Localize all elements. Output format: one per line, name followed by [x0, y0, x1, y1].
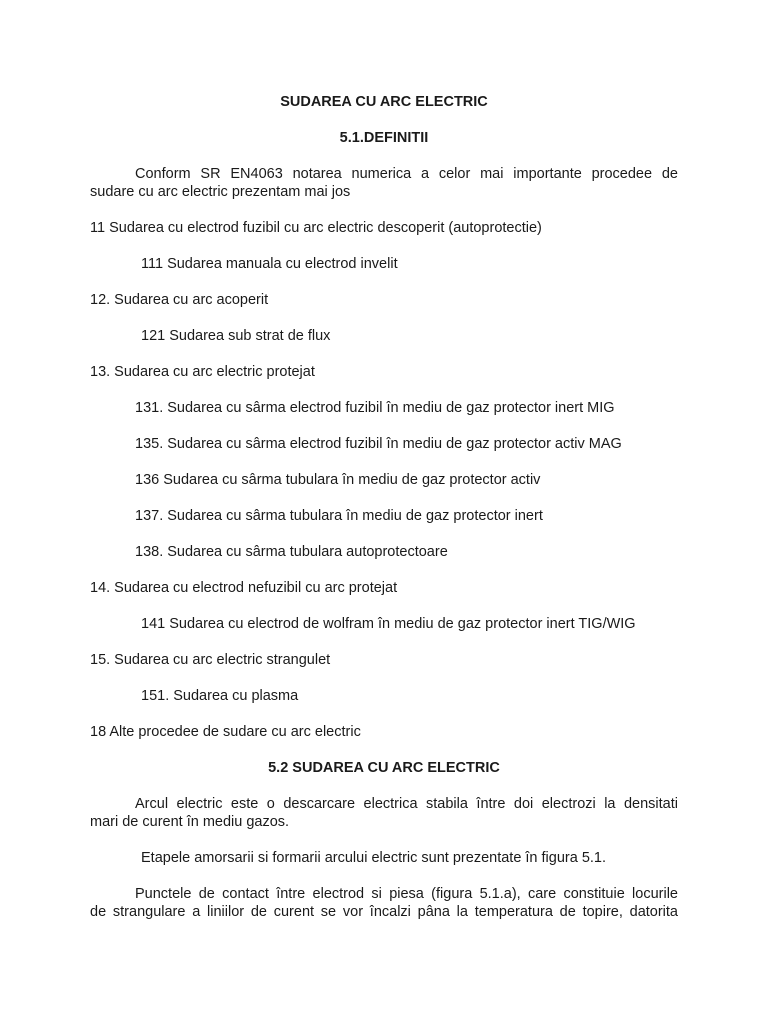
- intro-line-2: sudare cu arc electric prezentam mai jos: [90, 184, 351, 200]
- list-item: 18 Alte procedee de sudare cu arc electric: [90, 724, 361, 740]
- paragraph-line: de strangulare a liniilor de curent se vor încalzi pâna la temperatura de topire, datorita: [90, 904, 678, 920]
- list-item: 138. Sudarea cu sârma tubulara autoprotectoare: [135, 544, 448, 560]
- list-item: 11 Sudarea cu electrod fuzibil cu arc electric descoperit (autoprotectie): [90, 220, 542, 236]
- list-item: 14. Sudarea cu electrod nefuzibil cu arc protejat: [90, 580, 398, 596]
- list-item: 141 Sudarea cu electrod de wolfram în mediu de gaz protector inert TIG/WIG: [141, 616, 636, 632]
- paragraph-line: Arcul electric este o descarcare electrica stabila între doi electrozi la densitati: [135, 796, 678, 812]
- section-heading-sudarea: 5.2 SUDAREA CU ARC ELECTRIC: [268, 760, 500, 776]
- paragraph-figure-reference: Etapele amorsarii si formarii arcului electric sunt prezentate în figura 5.1.: [141, 850, 607, 866]
- intro-line-1: Conform SR EN4063 notarea numerica a celor mai importante procedee de: [135, 166, 678, 182]
- list-item: 151. Sudarea cu plasma: [141, 688, 299, 704]
- list-item: 121 Sudarea sub strat de flux: [141, 328, 331, 344]
- intro-paragraph: [90, 165, 678, 201]
- list-item: 15. Sudarea cu arc electric strangulet: [90, 652, 331, 668]
- section-heading-definitii: 5.1.DEFINITII: [339, 130, 429, 146]
- list-item: 135. Sudarea cu sârma electrod fuzibil în mediu de gaz protector activ MAG: [135, 436, 622, 452]
- paragraph-line: Punctele de contact între electrod si piesa (figura 5.1.a), care constituie locurile: [135, 886, 678, 902]
- list-item: 131. Sudarea cu sârma electrod fuzibil în mediu de gaz protector inert MIG: [135, 400, 615, 416]
- paragraph-arc-definition: [90, 795, 678, 831]
- paragraph-line: mari de curent în mediu gazos.: [90, 814, 290, 830]
- list-item: 111 Sudarea manuala cu electrod invelit: [141, 256, 398, 272]
- document-title: SUDAREA CU ARC ELECTRIC: [280, 94, 488, 110]
- list-item: 12. Sudarea cu arc acoperit: [90, 292, 269, 308]
- list-item: 137. Sudarea cu sârma tubulara în mediu de gaz protector inert: [135, 508, 543, 524]
- list-item: 136 Sudarea cu sârma tubulara în mediu de gaz protector activ: [135, 472, 541, 488]
- list-item: 13. Sudarea cu arc electric protejat: [90, 364, 315, 380]
- paragraph-contact-points: [90, 885, 678, 921]
